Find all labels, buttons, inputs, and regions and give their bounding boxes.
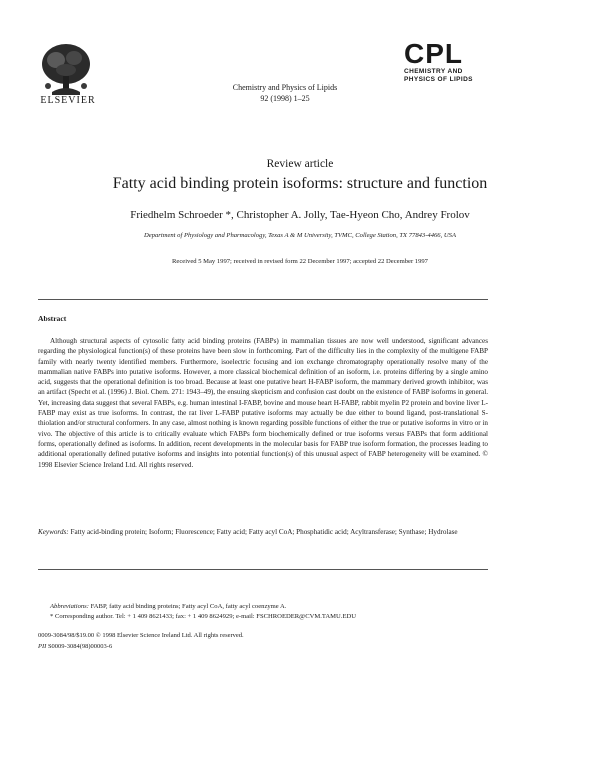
journal-logo-line2: PHYSICS OF LIPIDS — [404, 76, 473, 83]
journal-logo-line1: CHEMISTRY AND — [404, 68, 463, 75]
keywords-label: Keywords: — [38, 528, 69, 536]
article-dates: Received 5 May 1997; received in revised form 22 December 1997; accepted 22 December 1997 — [172, 258, 428, 265]
publisher-name: ELSEVIER — [40, 95, 96, 106]
journal-citation: 92 (1998) 1–25 — [260, 94, 310, 103]
pii-line — [38, 643, 488, 650]
footnotes — [50, 602, 490, 621]
journal-name: Chemistry and Physics of Lipids — [232, 83, 338, 92]
pii-label: PII — [38, 643, 47, 650]
journal-header — [180, 82, 390, 104]
article-title: Fatty acid binding protein isoforms: structure and function — [112, 175, 488, 192]
corresponding-author-footnote: * Corresponding author. Tel: + 1 409 8621433; fax: + 1 409 8624929; e-mail: FSCHROEDER@CVM.TAMU.EDU — [50, 612, 356, 620]
journal-logo-mark: CPL — [404, 38, 463, 69]
abstract-heading: Abstract — [38, 314, 67, 323]
article-affiliation: Department of Physiology and Pharmacology, Texas A & M University, TVMC, College Station, TX 77843-4466, USA — [144, 232, 456, 239]
article-authors: Friedhelm Schroeder *, Christopher A. Jolly, Tae-Hyeon Cho, Andrey Frolov — [130, 209, 470, 221]
abbreviations-footnote — [50, 602, 490, 612]
divider-bottom — [38, 569, 488, 570]
copyright-line: 0009-3084/98/$19.00 © 1998 Elsevier Science Ireland Ltd. All rights reserved. — [38, 632, 244, 639]
journal-logo — [404, 40, 494, 84]
divider-top — [38, 299, 488, 300]
publisher-tree-logo-icon — [38, 40, 94, 102]
abbreviations-text: FABP, fatty acid binding proteins; Fatty acyl CoA, fatty acyl coenzyme A. — [90, 603, 287, 610]
keywords-list: Fatty acid-binding protein; Isoform; Fluorescence; Fatty acid; Fatty acyl CoA; Phosphatidic acid; Acyltransferase; Synthase; Hydrolase — [70, 528, 458, 536]
pii-value: S0009-3084(98)00003-6 — [47, 643, 113, 650]
keywords — [38, 527, 488, 537]
abbreviations-label: Abbreviations: — [50, 603, 89, 610]
abstract-text: Although structural aspects of cytosolic fatty acid binding proteins (FABPs) in mammalian tissues are now well understood, significant advances regarding the physiological function(s) of these proteins have been slow in forthcoming. Part of the difficulty lies in the complexity of the multigene FABP family with nearly twenty identified members. Furthermore, isoelectric focusing and ion exchange chromatography operationally resolve many of the mammalian native FABPs into putative isoforms. However, a more classical biochemical definition of an isoform, i.e. proteins differing by a single amino acid, suggests that the operational definition is too broad. Because at least one putative heart H-FABP isoform, the mammary derived growth inhibitor, was an artifact (Specht et al. (1996) J. Biol. Chem. 271: 1943–49), the ensuing skepticism and confusion cast doubt on the existence of FABP isoforms in general. Yet, increasing data suggest that several FABPs, e.g. human intestinal I-FABP, bovine and mouse heart H-FABP, rabbit myelin P2 protein and bovine liver L-FABP may exist as true isoforms. In contrast, the rat liver L-FABP putative isoforms may actually be due either to bound ligand, post-translational S-thiolation and/or structural conformers. In any case, almost nothing is known regarding possible functions of either the true or putative isoforms in vitro or in vivo. The objective of this article is to critically evaluate which FABPs form biochemically defined or true isoforms versus FABPs that form additional forms, operationally defined as isoforms. In addition, recent developments in the molecular basis for FABP true isoform formation, the processes leading to additional operationally defined putative isoforms and insights into potential function(s) of this unusual aspect of FABP heterogeneity will be examined. © 1998 Elsevier Science Ireland Ltd. All rights reserved. — [38, 337, 488, 469]
article-type: Review article — [266, 158, 334, 170]
